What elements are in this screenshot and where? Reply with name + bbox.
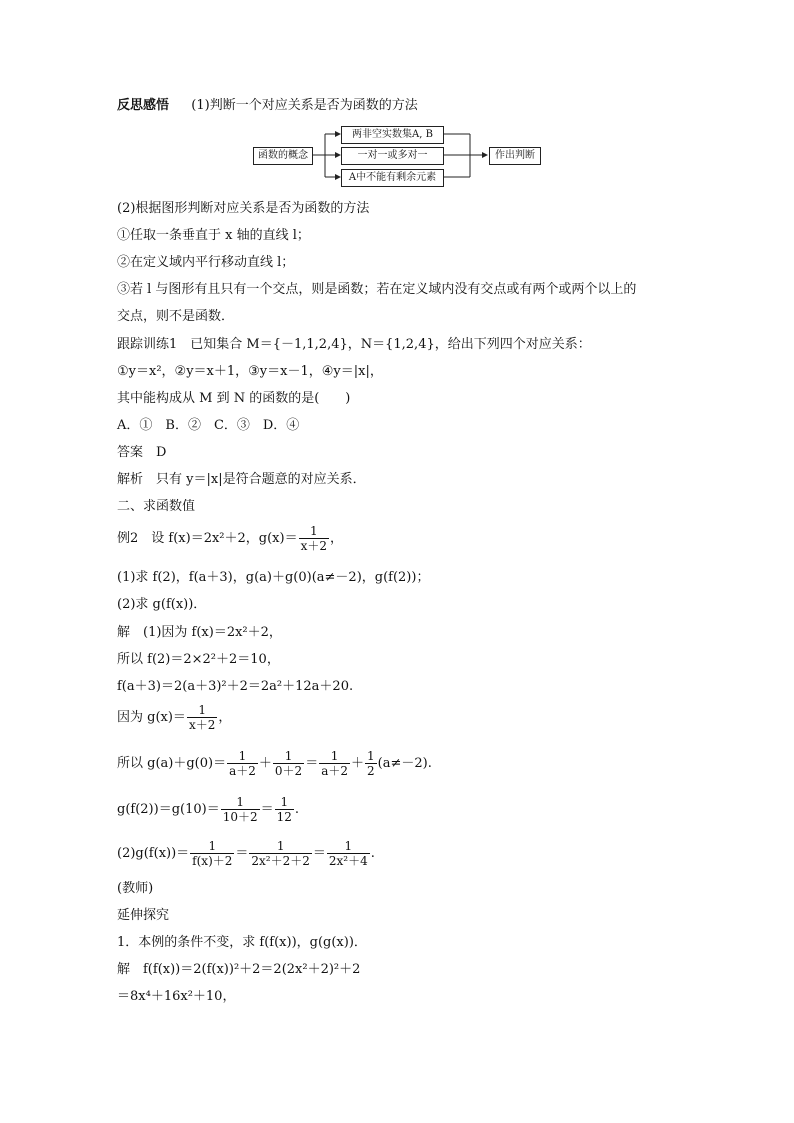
fraction-denominator: x＋2 (188, 717, 216, 732)
sol7-fraction-3 (327, 839, 370, 868)
diagram-left-box: 函数的概念 (253, 147, 313, 165)
section2-title: 二、求函数值 (117, 499, 196, 514)
method2-step3b: 交点，则不是函数． (117, 309, 235, 324)
sol5-equals: ＝ (305, 756, 319, 771)
practice-options: A．① B．② C．③ D．④ (117, 418, 300, 433)
practice-line3: 其中能构成从 M 到 N 的函数的是( ) (117, 391, 351, 406)
method2-step2: ②在定义域内平行移动直线 l； (117, 255, 295, 270)
example2-sol7 (117, 839, 375, 870)
diagram-middle-box-3: A中不能有剩余元素 (341, 169, 444, 187)
practice-line1: 跟踪训练1 已知集合 M＝{－1,1,2,4}，N＝{1,2,4}，给出下列四个对应关系： (117, 337, 591, 352)
practice-line2: ①y＝x²，②y＝x＋1，③y＝x－1，④y＝|x|， (117, 364, 383, 379)
fraction-denominator: 12 (276, 809, 292, 824)
fraction-numerator: 1 (187, 703, 217, 718)
diagram-middle-box-2: 一对一或多对一 (341, 147, 444, 165)
example2-sol2: 所以 f(2)＝2×2²＋2＝10， (117, 652, 280, 667)
sol5-tail: (a≠－2). (377, 756, 432, 771)
method2-step3a: ③若 l 与图形有且只有一个交点，则是函数；若在定义域内没有交点或有两个或两个以上的 (117, 282, 637, 297)
fraction-numerator: 1 (227, 749, 258, 764)
method2-step1: ①任取一条垂直于 x 轴的直线 l； (117, 228, 310, 243)
fraction-numerator: 1 (275, 795, 294, 810)
fraction-numerator: 1 (319, 749, 350, 764)
sol7-text: (2)g(f(x))＝ (117, 846, 190, 861)
practice-analysis: 解析 只有 y＝|x|是符合题意的对应关系． (117, 472, 366, 487)
example2-lead-tail: ， (329, 531, 343, 546)
fraction-denominator: 0＋2 (274, 763, 303, 778)
sol4-text: 因为 g(x)＝ (117, 710, 186, 725)
fraction-denominator: a＋2 (321, 763, 348, 778)
teacher-note: (教师) (117, 881, 154, 896)
sol7-equals-2: ＝ (312, 846, 326, 861)
fraction-denominator: f(x)＋2 (192, 853, 233, 868)
sol6-tail: . (294, 802, 300, 817)
sol5-fraction-4 (365, 749, 377, 778)
fraction-numerator: 1 (299, 524, 329, 539)
fraction-numerator: 1 (367, 748, 375, 763)
sol7-fraction-2 (249, 839, 311, 868)
extension-title: 延伸探究 (117, 908, 170, 923)
sol5-plus-2: ＋ (351, 756, 365, 771)
flow-diagram (0, 0, 794, 200)
sol4-fraction (187, 703, 217, 732)
sol6-fraction-1 (221, 795, 260, 824)
fraction-numerator: 1 (273, 749, 304, 764)
example2-lead-text: 例2 设 f(x)＝2x²＋2，g(x)＝ (117, 531, 298, 546)
example2-sol1: 解 (1)因为 f(x)＝2x²＋2， (117, 625, 282, 640)
diagram-middle-box-1: 两非空实数集A, B (341, 126, 444, 144)
sol5-plus-1: ＋ (258, 756, 272, 771)
reflection-point1: (1)判断一个对应关系是否为函数的方法 (191, 98, 418, 113)
fraction-numerator: 1 (190, 839, 234, 854)
diagram-right-box: 作出判断 (489, 147, 541, 165)
fraction-numerator: 1 (221, 795, 260, 810)
fraction-denominator: 2x²＋4 (328, 853, 368, 868)
reflection-heading: 反思感悟 (117, 98, 170, 113)
sol6-text: g(f(2))＝g(10)＝ (117, 802, 220, 817)
example2-lead-fraction (299, 524, 329, 553)
fraction-numerator: 1 (249, 839, 311, 854)
sol4-tail: ， (218, 710, 232, 725)
example2-q2: (2)求 g(f(x))． (117, 597, 207, 612)
example2-sol4 (117, 703, 231, 734)
fraction-denominator: a＋2 (229, 763, 256, 778)
fraction-denominator: 10＋2 (222, 809, 258, 824)
extension-solution-1: 解 f(f(x))＝2(f(x))²＋2＝2(2x²＋2)²＋2 (117, 962, 361, 977)
practice-answer: 答案 D (117, 445, 167, 460)
sol7-fraction-1 (190, 839, 234, 868)
example2-lead (117, 524, 343, 555)
sol7-tail: . (370, 846, 375, 861)
fraction-denominator: x＋2 (300, 538, 327, 553)
fraction-denominator: 2x²＋2＋2 (251, 853, 310, 868)
fraction-denominator: 2 (367, 763, 375, 778)
sol5-text: 所以 g(a)＋g(0)＝ (117, 756, 227, 771)
sol6-equals: ＝ (260, 802, 274, 817)
fraction-numerator: 1 (327, 839, 370, 854)
sol5-fraction-3 (319, 749, 350, 778)
example2-sol3: f(a＋3)＝2(a＋3)²＋2＝2a²＋12a＋20. (117, 679, 354, 694)
sol7-equals-1: ＝ (235, 846, 249, 861)
example2-q1: (1)求 f(2)，f(a＋3)，g(a)＋g(0)(a≠－2)，g(f(2))； (117, 570, 430, 585)
sol5-fraction-1 (227, 749, 258, 778)
example2-sol5 (117, 749, 432, 780)
sol5-fraction-2 (273, 749, 304, 778)
extension-question: 1．本例的条件不变，求 f(f(x))，g(g(x))． (117, 935, 367, 950)
extension-solution-2: ＝8x⁴＋16x²＋10， (117, 989, 236, 1004)
sol6-fraction-2 (275, 795, 294, 824)
example2-sol6 (117, 795, 299, 826)
method2-title: (2)根据图形判断对应关系是否为函数的方法 (117, 201, 370, 216)
